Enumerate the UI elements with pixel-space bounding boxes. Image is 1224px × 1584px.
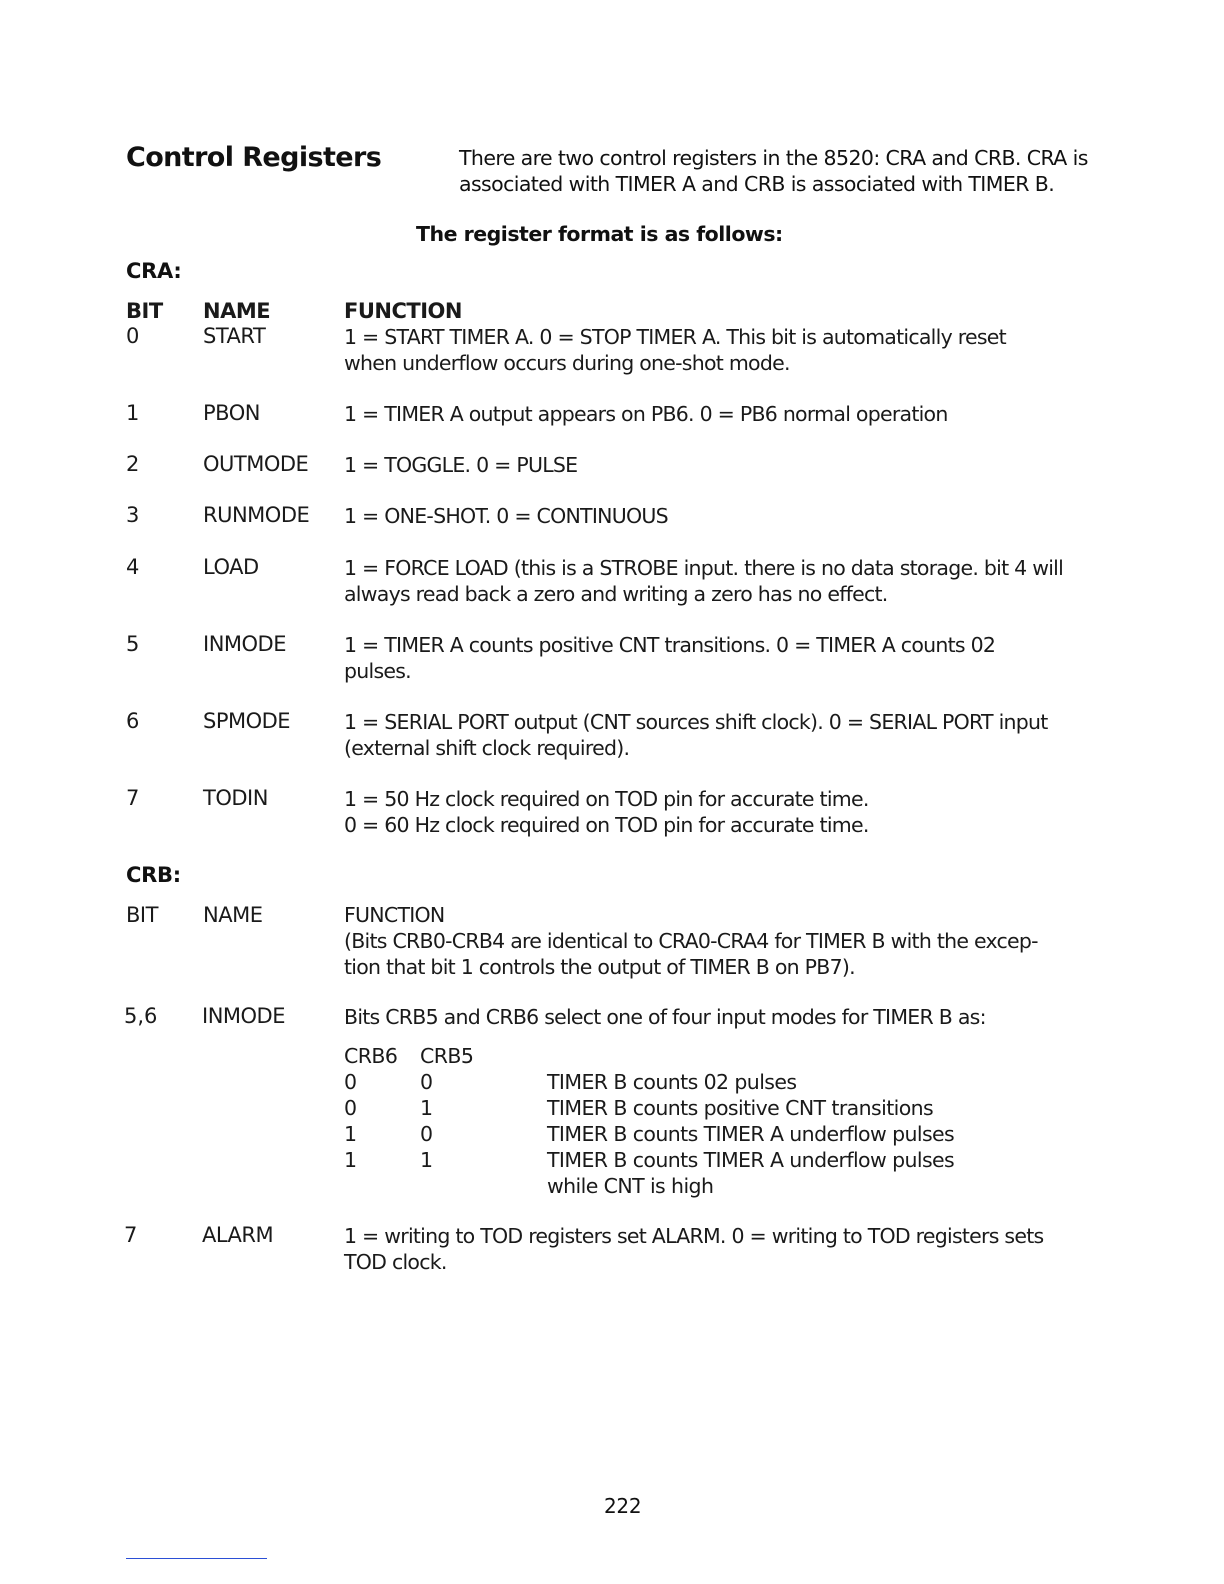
function-line: 1 = 50 Hz clock required on TOD pin for accurate time. xyxy=(344,787,869,811)
function-line: 0 = 60 Hz clock required on TOD pin for accurate time. xyxy=(344,813,869,837)
cra-function-pbon xyxy=(344,401,948,427)
cra-function-start xyxy=(344,324,1006,376)
crb-bit-5-6: 5,6 xyxy=(124,1004,158,1028)
crb-header-function-block xyxy=(344,902,1038,980)
mode-crb5-value: 0 xyxy=(420,1122,433,1146)
cra-header-name: NAME xyxy=(203,299,271,323)
cra-bit-0: 0 xyxy=(126,324,140,348)
function-line: 1 = writing to TOD registers set ALARM. 0 = writing to TOD registers sets xyxy=(344,1224,1044,1248)
cra-bit-3: 3 xyxy=(126,503,140,527)
mode-description-continuation: while CNT is high xyxy=(547,1174,714,1198)
mode-description: TIMER B counts TIMER A underflow pulses xyxy=(547,1148,955,1172)
crb-label: CRB: xyxy=(126,863,181,887)
cra-name-inmode: INMODE xyxy=(203,632,286,656)
mode-crb6-value: 1 xyxy=(344,1148,357,1172)
cra-function-inmode xyxy=(344,632,995,684)
intro-line: associated with TIMER A and CRB is associated with TIMER B. xyxy=(459,172,1055,196)
cra-bit-6: 6 xyxy=(126,709,140,733)
cra-name-runmode: RUNMODE xyxy=(203,503,310,527)
crb-header-bit: BIT xyxy=(126,903,158,927)
crb-header-function: FUNCTION xyxy=(344,903,445,927)
cra-name-pbon: PBON xyxy=(203,401,260,425)
cra-bit-7: 7 xyxy=(126,786,140,810)
crb-header-name: NAME xyxy=(203,903,263,927)
cra-name-spmode: SPMODE xyxy=(203,709,291,733)
crb-bit-7: 7 xyxy=(124,1223,138,1247)
function-line: 1 = SERIAL PORT output (CNT sources shift clock). 0 = SERIAL PORT input xyxy=(344,710,1048,734)
crb-header-note-line: tion that bit 1 controls the output of TIMER B on PB7). xyxy=(344,955,855,979)
mode-crb5-value: 0 xyxy=(420,1070,433,1094)
cra-name-start: START xyxy=(203,324,266,348)
function-line: (external shift clock required). xyxy=(344,736,630,760)
cra-function-spmode xyxy=(344,709,1048,761)
section-title: Control Registers xyxy=(126,142,382,173)
crb-function-alarm xyxy=(344,1223,1043,1275)
function-line: always read back a zero and writing a zero has no effect. xyxy=(344,582,888,606)
function-line: 1 = ONE-SHOT. 0 = CONTINUOUS xyxy=(344,504,668,528)
cra-bit-4: 4 xyxy=(126,555,140,579)
mode-crb5-value: 1 xyxy=(420,1096,433,1120)
intro-line: There are two control registers in the 8520: CRA and CRB. CRA is xyxy=(459,146,1088,170)
cra-label: CRA: xyxy=(126,259,182,283)
mode-description: TIMER B counts TIMER A underflow pulses xyxy=(547,1122,955,1146)
page-number: 222 xyxy=(604,1494,642,1518)
cra-header-bit: BIT xyxy=(126,299,163,323)
mode-header-crb6: CRB6 xyxy=(344,1044,398,1068)
format-heading: The register format is as follows: xyxy=(416,222,783,246)
cra-function-todin xyxy=(344,786,869,838)
cra-name-outmode: OUTMODE xyxy=(203,452,309,476)
function-line: 1 = FORCE LOAD (this is a STROBE input. there is no data storage. bit 4 will xyxy=(344,556,1064,580)
mode-crb5-value: 1 xyxy=(420,1148,433,1172)
cra-name-load: LOAD xyxy=(203,555,259,579)
cra-bit-1: 1 xyxy=(126,401,140,425)
function-line: 1 = TIMER A counts positive CNT transitions. 0 = TIMER A counts 02 xyxy=(344,633,996,657)
function-line: 1 = TIMER A output appears on PB6. 0 = PB6 normal operation xyxy=(344,402,948,426)
crb-name-alarm: ALARM xyxy=(202,1223,274,1247)
footer-rule xyxy=(126,1558,267,1559)
mode-header-crb5: CRB5 xyxy=(420,1044,474,1068)
cra-bit-2: 2 xyxy=(126,452,140,476)
mode-description: TIMER B counts 02 pulses xyxy=(547,1070,797,1094)
cra-name-todin: TODIN xyxy=(203,786,268,810)
function-line: TOD clock. xyxy=(344,1250,447,1274)
intro-paragraph xyxy=(459,145,1088,197)
cra-header-function: FUNCTION xyxy=(344,299,462,323)
crb-header-note-line: (Bits CRB0-CRB4 are identical to CRA0-CRA4 for TIMER B with the excep- xyxy=(344,929,1038,953)
crb-name-inmode: INMODE xyxy=(202,1004,285,1028)
function-line: when underflow occurs during one-shot mode. xyxy=(344,351,790,375)
mode-crb6-value: 0 xyxy=(344,1070,357,1094)
function-line: 1 = START TIMER A. 0 = STOP TIMER A. This bit is automatically reset xyxy=(344,325,1006,349)
crb-function-inmode: Bits CRB5 and CRB6 select one of four input modes for TIMER B as: xyxy=(344,1005,986,1029)
cra-function-load xyxy=(344,555,1063,607)
cra-function-runmode xyxy=(344,503,668,529)
function-line: pulses. xyxy=(344,659,411,683)
function-line: 1 = TOGGLE. 0 = PULSE xyxy=(344,453,578,477)
mode-crb6-value: 1 xyxy=(344,1122,357,1146)
cra-bit-5: 5 xyxy=(126,632,140,656)
cra-function-outmode xyxy=(344,452,577,478)
mode-description: TIMER B counts positive CNT transitions xyxy=(547,1096,934,1120)
mode-crb6-value: 0 xyxy=(344,1096,357,1120)
